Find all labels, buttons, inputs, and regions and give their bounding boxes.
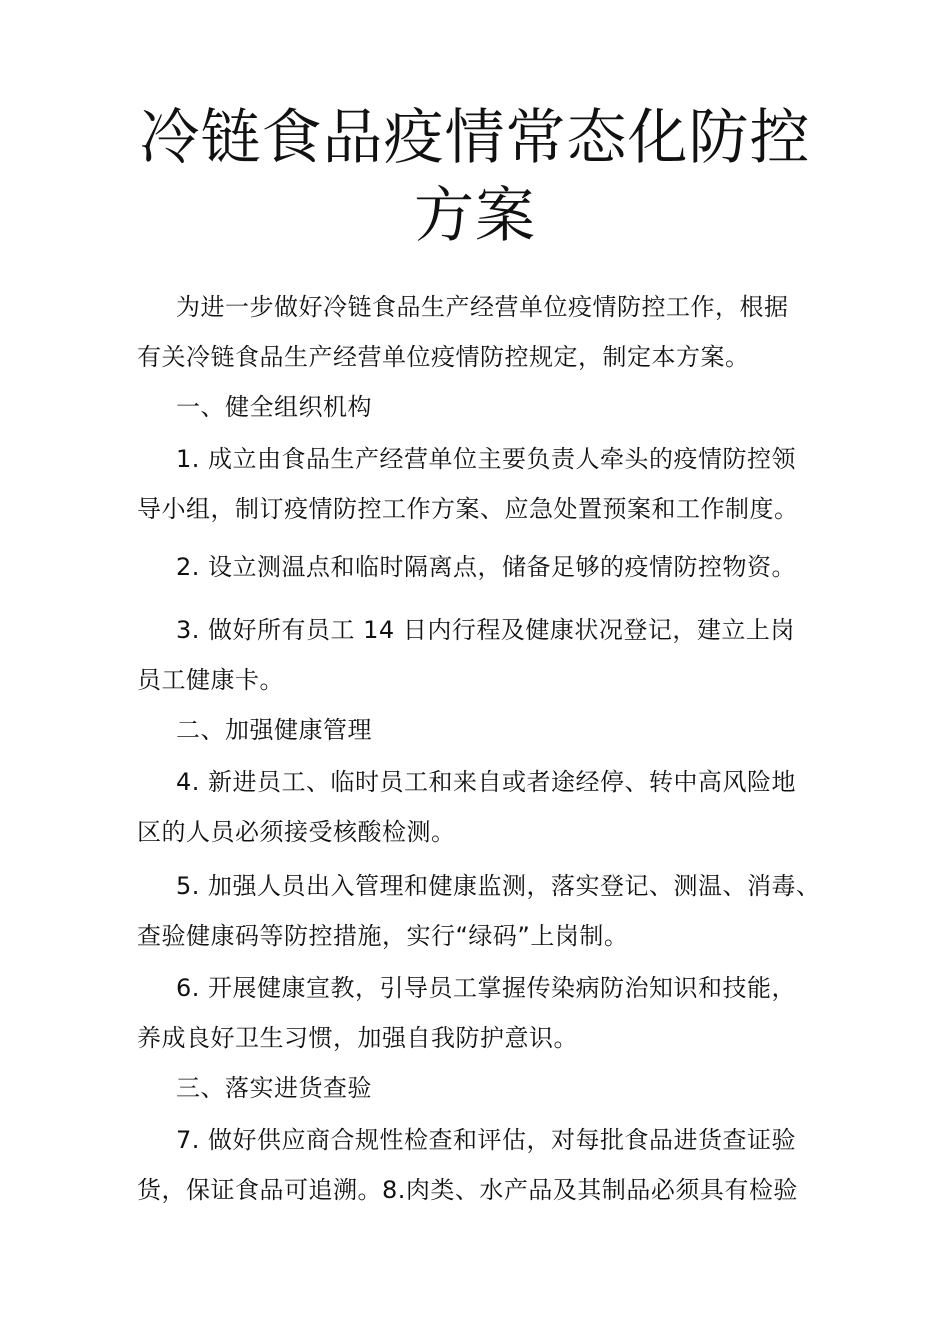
section-heading-3: 三、落实进货查验 [176, 1074, 372, 1102]
item-2-line-1: 2. 设立测温点和临时隔离点，储备足够的疫情防控物资。 [176, 553, 797, 581]
section-heading-1: 一、健全组织机构 [176, 393, 372, 421]
item-7-line-1: 7. 做好供应商合规性检查和评估，对每批食品进货查证验 [176, 1126, 797, 1154]
paragraph-intro-line-2: 有关冷链食品生产经营单位疫情防控规定，制定本方案。 [137, 343, 750, 371]
section-heading-2: 二、加强健康管理 [176, 716, 372, 744]
item-4-line-1: 4. 新进员工、临时员工和来自或者途经停、转中高风险地 [176, 768, 797, 796]
item-6-line-2: 养成良好卫生习惯，加强自我防护意识。 [137, 1024, 578, 1052]
item-1-line-2: 导小组，制订疫情防控工作方案、应急处置预案和工作制度。 [137, 495, 799, 523]
item-7-line-2: 货，保证食品可追溯。8.肉类、水产品及其制品必须具有检验 [137, 1176, 798, 1204]
paragraph-intro-line-1: 为进一步做好冷链食品生产经营单位疫情防控工作，根据 [176, 293, 789, 321]
item-4-line-2: 区的人员必须接受核酸检测。 [137, 818, 456, 846]
item-3-line-2: 员工健康卡。 [137, 666, 284, 694]
document-title-line-1: 冷链食品疫情常态化防控 [139, 103, 811, 173]
item-5-line-2: 查验健康码等防控措施，实行“绿码”上岗制。 [137, 922, 629, 950]
item-3-line-1: 3. 做好所有员工 14 日内行程及健康状况登记，建立上岗 [176, 616, 795, 644]
document-title-line-2: 方案 [414, 181, 536, 251]
item-1-line-1: 1. 成立由食品生产经营单位主要负责人牵头的疫情防控领 [176, 445, 797, 473]
item-6-line-1: 6. 开展健康宣教，引导员工掌握传染病防治知识和技能， [176, 974, 797, 1002]
item-5-line-1: 5. 加强人员出入管理和健康监测，落实登记、测温、消毒、 [176, 872, 821, 900]
